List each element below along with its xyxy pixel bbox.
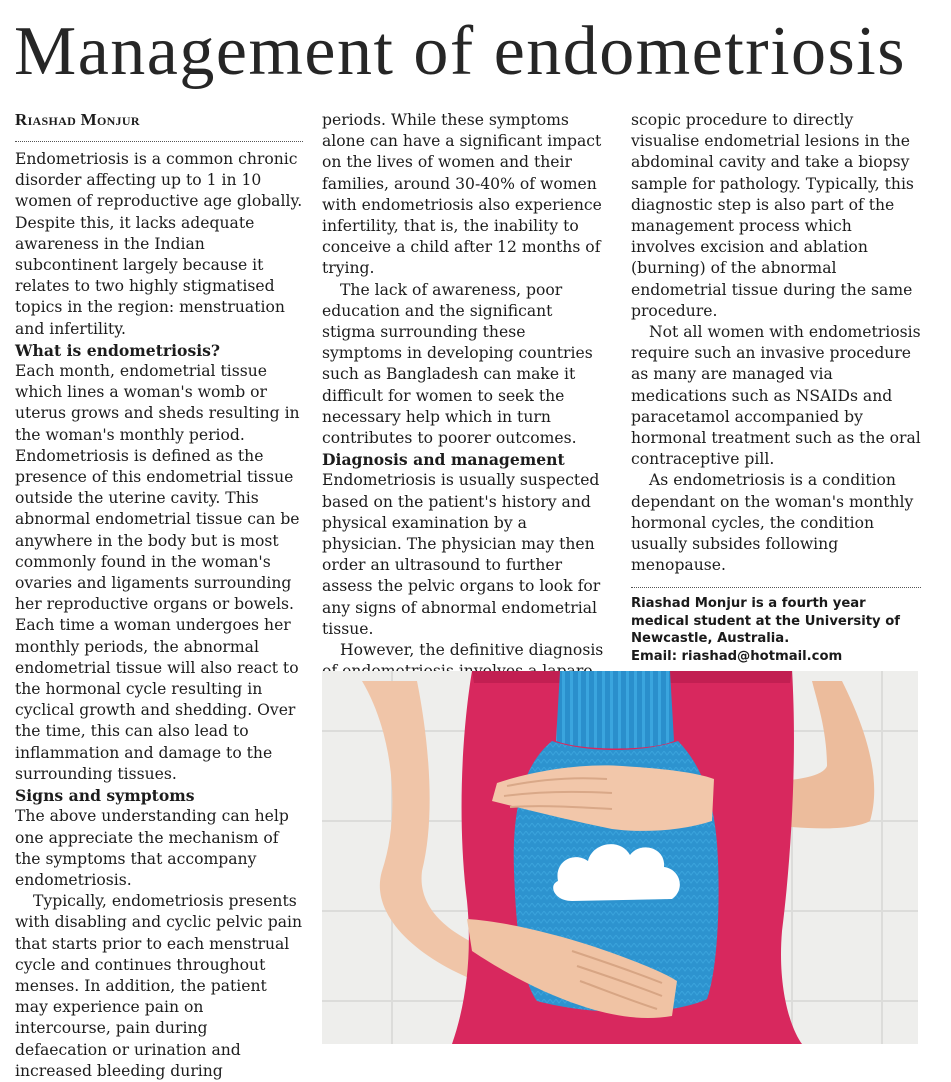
article-photo (322, 671, 918, 1044)
column-2 (322, 110, 610, 682)
not-all-paragraph: Not all women with endometriosis require such an invasive procedure as many are managed via medications such as NSAIDs and paracetamol accompanied by hormonal treatment such as the oral contraceptive pill. (631, 323, 921, 469)
subheading-diagnosis: Diagnosis and management (322, 450, 565, 470)
dotted-divider (15, 141, 303, 142)
signs-paragraph: The above understanding can help one appreciate the mechanism of the symptoms that accompany endometriosis. (15, 807, 289, 889)
bottle-neck (556, 671, 674, 749)
dotted-divider-bio (631, 587, 921, 588)
column-1 (15, 110, 303, 1082)
hot-water-bottle-photo (322, 671, 918, 1044)
typically-continued: periods. While these symptoms alone can have a significant impact on the lives of women and their families, around 30-40% of women with endometriosis also experience infertility, that is, the inability to conceive a child after 12 months of trying. (322, 111, 602, 278)
subheading-signs: Signs and symptoms (15, 786, 195, 806)
typically-paragraph: Typically, endometriosis presents with disabling and cyclic pelvic pain that starts prior to each menstrual cycle and continues throughout menses. In addition, the patient may experience pain on intercourse, pain during defaecation or urination and increased bleeding during (15, 892, 303, 1080)
diagnosis-paragraph: Endometriosis is usually suspected based on the patient's history and physical examination by a physician. The physician may then order an ultrasound to further assess the pelvic organs to look for any signs of abnormal endometrial tissue. (322, 471, 601, 638)
however-continued: scopic procedure to directly visualise endometrial lesions in the abdominal cavity and take a biopsy sample for pathology. Typically, this diagnostic step is also part of the management process which involves excision and ablation (burning) of the abnormal endometrial tissue during the same procedure. (631, 111, 914, 320)
byline: Riashad Monjur (15, 110, 140, 129)
menopause-paragraph: As endometriosis is a condition dependant on the woman's monthly hormonal cycles, the condition usually subsides following menopause. (631, 471, 914, 575)
however-paragraph: However, the definitive diagnosis (340, 641, 604, 660)
subheading-what: What is endometriosis? (15, 340, 221, 360)
awareness-paragraph: The lack of awareness, poor education and the significant stigma surrounding these symptoms in developing countries such as Bangladesh can make it difficult for women to seek the necessary help which in turn contributes to poorer outcomes. (322, 280, 593, 448)
column-3 (631, 110, 921, 665)
author-email: Email: riashad@hotmail.com (631, 648, 843, 664)
intro-paragraph: Endometriosis is a common chronic disorder affecting up to 1 in 10 women of reproductive age globally. Despite this, it lacks adequate awareness in the Indian subcontinent largely because it relates to two highly stigmatised topics in the region: menstruation and infertility. (15, 150, 303, 338)
headline: Management of endometriosis (14, 13, 906, 90)
what-paragraph: Each month, endometrial tissue which lines a woman's womb or uterus grows and sheds resulting in the woman's monthly period. Endometriosis is defined as the presence of this endometrial tissue outside the uterine cavity. This abnormal endometrial tissue can be anywhere in the body but is most commonly found in the woman's ovaries and ligaments surrounding her reproductive organs or bowels. Each time a woman undergoes her monthly periods, the abnormal endometrial tissue will also react to the hormonal cycle resulting in cyclical growth and shedding. Over the time, this can also lead to inflammation and damage to the surrounding tissues. (15, 362, 300, 783)
author-bio: Riashad Monjur is a fourth year medical student at the University of Newcastle, Australia. (631, 596, 901, 647)
